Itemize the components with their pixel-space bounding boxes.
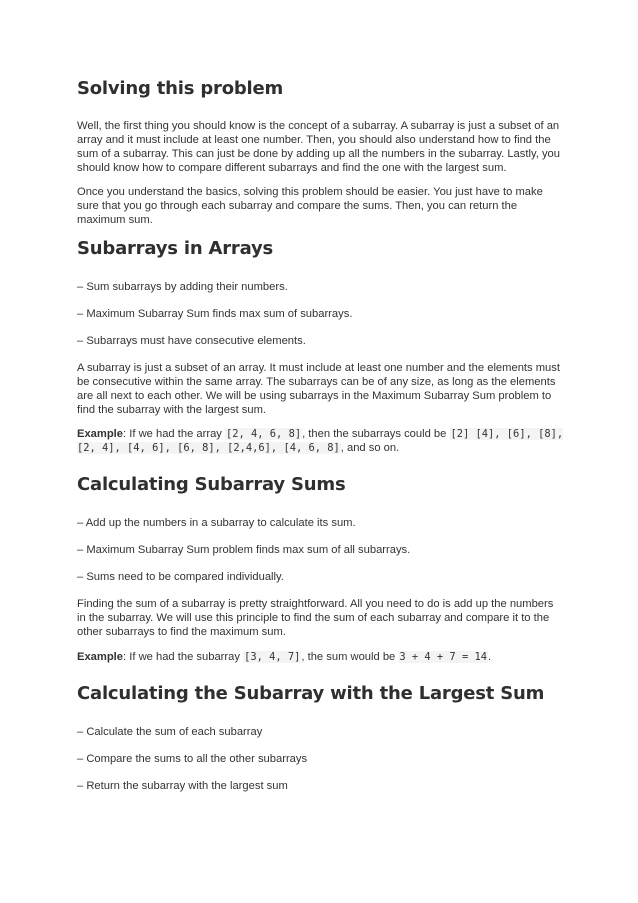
bullet-item: – Sum subarrays by adding their numbers. xyxy=(77,281,288,293)
bullet-item: – Sums need to be compared individually. xyxy=(77,571,284,583)
paragraph-solving-basics: Once you understand the basics, solving this problem should be easier. You just have to make sure that you go through each subarray and compare the sums. Then, you can return the maximum sum. xyxy=(77,186,543,226)
bullet-item: – Calculate the sum of each subarray xyxy=(77,726,263,738)
bullet-item: – Add up the numbers in a subarray to calculate its sum. xyxy=(77,517,356,529)
code-subarray: [3, 4, 7] xyxy=(244,651,301,663)
example-label: Example xyxy=(77,651,124,663)
code-array: [2, 4, 6, 8] xyxy=(226,428,302,440)
example-sum xyxy=(77,650,565,664)
code-sum: 3 + 4 + 7 = 14 xyxy=(399,651,487,663)
paragraph-finding-sum: Finding the sum of a subarray is pretty straightforward. All you need to do is add up the numbers in the subarray. We will use this principle to find the sum of each subarray and compare it to the other subarrays to find the maximum sum. xyxy=(77,598,554,638)
paragraph-subarray-concept: Well, the first thing you should know is the concept of a subarray. A subarray is just a subset of an array and it must include at least one number. Then, you should also understand how to find the sum of a subarray. This can just be done by adding up all the numbers in the subarray. Lastly, you should know how to compare different subarrays and find the one with the largest sum. xyxy=(77,120,560,174)
code-subarrays: [2] [4], [6], [8], [2, 4], [4, 6], [6, 8], [2,4,6], [4, 6, 8] xyxy=(77,428,564,454)
example-text: . xyxy=(487,651,492,663)
example-text: , the sum would be xyxy=(301,651,399,663)
example-text: , and so on. xyxy=(340,442,400,454)
bullet-item: – Maximum Subarray Sum problem finds max sum of all subarrays. xyxy=(77,544,411,556)
example-subarrays xyxy=(77,427,565,455)
paragraph-subarray-definition: A subarray is just a subset of an array. It must include at least one number and the elements must be consecutive within the same array. The subarrays can be of any size, as long as the elements are all next to each other. We will be using subarrays in the Maximum Subarray Sum problem to find the subarray with the largest sum. xyxy=(77,362,560,416)
heading-calculating-subarray-sums: Calculating Subarray Sums xyxy=(77,474,346,495)
example-label: Example xyxy=(77,428,124,440)
heading-subarrays-in-arrays: Subarrays in Arrays xyxy=(77,238,274,259)
bullet-item: – Subarrays must have consecutive elements. xyxy=(77,335,306,347)
heading-solving-this-problem: Solving this problem xyxy=(77,78,284,99)
example-text: : If we had the array xyxy=(123,428,226,440)
heading-largest-sum: Calculating the Subarray with the Largest Sum xyxy=(77,683,545,704)
example-text: : If we had the subarray xyxy=(123,651,244,663)
example-text: , then the subarrays could be xyxy=(302,428,450,440)
bullet-item: – Return the subarray with the largest sum xyxy=(77,780,288,792)
bullet-item: – Maximum Subarray Sum finds max sum of subarrays. xyxy=(77,308,353,320)
bullet-item: – Compare the sums to all the other subarrays xyxy=(77,753,308,765)
